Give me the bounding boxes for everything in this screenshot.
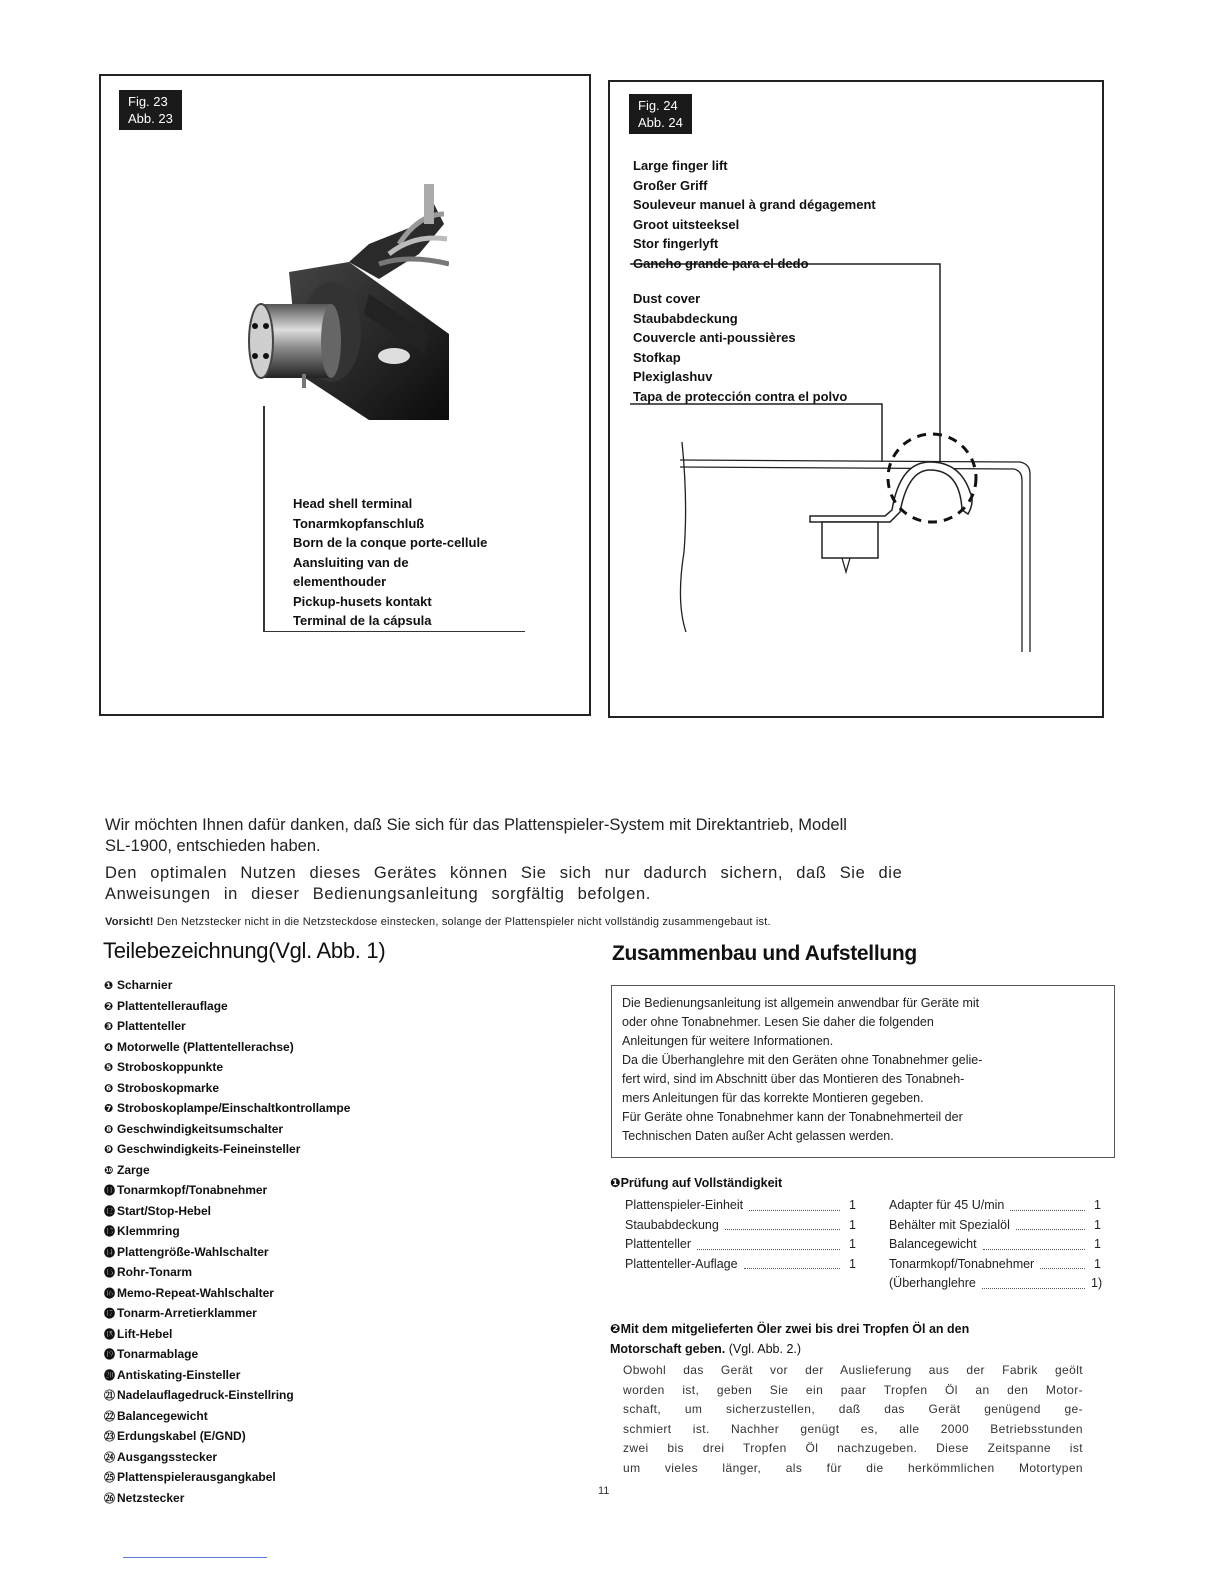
caption-line: Groot uitsteeksel xyxy=(633,216,740,232)
parts-list-item xyxy=(104,1017,350,1038)
oil-instruction-text xyxy=(623,1361,1083,1478)
oil-text-line: schaft, um sicherzustellen, daß das Gerät genügend ge- xyxy=(623,1402,1083,1416)
part-number: ❻ xyxy=(104,1082,114,1095)
part-number: ㉕ xyxy=(104,1472,115,1484)
checklist-item-quantity: 1 xyxy=(1094,1256,1101,1271)
checklist-item-quantity: 1 xyxy=(849,1237,856,1251)
checklist-item xyxy=(889,1196,1101,1216)
note-line: mers Anleitungen für das korrekte Montieren gegeben. xyxy=(622,1091,924,1105)
part-label: Nadelauflagedruck-Einstellring xyxy=(117,1388,294,1402)
dot-leader xyxy=(1040,1255,1085,1270)
figure-24 xyxy=(608,80,1104,718)
parts-list-item xyxy=(104,997,350,1018)
part-label: Tonarm-Arretierklammer xyxy=(117,1306,257,1320)
dot-leader xyxy=(1010,1196,1085,1211)
checklist-item-name: Plattenteller xyxy=(625,1237,692,1251)
footer-rule xyxy=(123,1557,267,1558)
part-label: Tonarmablage xyxy=(117,1347,199,1361)
part-label: Erdungskabel (E/GND) xyxy=(117,1429,246,1443)
caution-text: Den Netzstecker nicht in die Netzsteckdose einstecken, solange der Plattenspieler nicht vollständig zusammengebaut ist. xyxy=(153,916,771,928)
part-label: Plattengröße-Wahlschalter xyxy=(117,1244,269,1259)
caption-line: Dust cover xyxy=(633,291,701,306)
caution-note xyxy=(105,916,1065,928)
checklist-item-name: Tonarmkopf/Tonabnehmer xyxy=(889,1256,1035,1271)
finger-lift-caption xyxy=(633,156,876,273)
part-number: ❼ xyxy=(104,1103,114,1115)
part-label: Start/Stop-Hebel xyxy=(117,1203,212,1218)
checklist-left xyxy=(625,1196,856,1274)
caption-line: Head shell terminal xyxy=(293,496,413,511)
checklist-item xyxy=(889,1274,1101,1294)
leader-line xyxy=(263,406,265,632)
parts-list-item xyxy=(104,1161,350,1182)
checklist-item-quantity: 1 xyxy=(849,1198,856,1212)
parts-heading: Teilebezeichnung(Vgl. Abb. 1) xyxy=(103,938,386,963)
figure-24-tag-en: Fig. 24 xyxy=(638,98,678,113)
caption-line: Large finger lift xyxy=(633,158,728,173)
part-label: Antiskating-Einsteller xyxy=(117,1367,241,1382)
note-line: fert wird, sind im Abschnitt über das Montieren des Tonabneh- xyxy=(622,1072,965,1086)
checklist-item-name: Behälter mit Spezialöl xyxy=(889,1217,1010,1232)
checklist-right xyxy=(889,1196,1101,1294)
caption-line: Tonarmkopfanschluß xyxy=(293,515,425,531)
part-number: ⓭ xyxy=(104,1226,115,1238)
parts-list-item xyxy=(104,1468,350,1489)
part-number: ❾ xyxy=(104,1144,114,1156)
oil-text-line: worden ist, geben Sie ein paar Tropfen Öl an den Motor- xyxy=(623,1382,1083,1397)
caption-line: Pickup-husets kontakt xyxy=(293,593,432,609)
part-label: Netzstecker xyxy=(117,1490,185,1505)
part-number: ❷ xyxy=(104,1000,114,1013)
parts-list-item xyxy=(104,1058,350,1079)
figure-23-tag xyxy=(119,90,182,130)
oil-instruction-heading xyxy=(610,1320,969,1359)
oil-text-line: um vieles länger, als für die herkömmlichen Motortypen xyxy=(623,1460,1083,1475)
completeness-check-heading: ❶Prüfung auf Vollständigkeit xyxy=(610,1176,783,1190)
caption-line: Staubabdeckung xyxy=(633,310,738,326)
parts-list-item xyxy=(104,1243,350,1264)
page-number: 11 xyxy=(598,1485,610,1497)
parts-list-item xyxy=(104,1181,350,1202)
parts-list-item xyxy=(104,1345,350,1366)
checklist-item-name: Plattenspieler-Einheit xyxy=(625,1198,744,1212)
oil-text-line: schmiert ist. Nachher genügt es, alle 2000 Betriebsstunden xyxy=(623,1421,1083,1436)
checklist-item-quantity: 1) xyxy=(1091,1276,1103,1290)
part-label: Klemmring xyxy=(117,1224,180,1238)
figure-23-tag-de: Abb. 23 xyxy=(128,111,173,126)
dot-leader xyxy=(1016,1216,1085,1231)
part-number: ㉒ xyxy=(104,1410,115,1423)
part-label: Plattentellerauflage xyxy=(117,998,228,1013)
caption-line: Couvercle anti-poussières xyxy=(633,330,796,345)
note-line: oder ohne Tonabnehmer. Lesen Sie daher die folgenden xyxy=(622,1015,934,1029)
part-number: ❿ xyxy=(104,1164,114,1177)
oil-text-line: Obwohl das Gerät vor der Auslieferung aus der Fabrik geölt xyxy=(623,1363,1083,1377)
part-label: Plattenspielerausgangkabel xyxy=(117,1470,276,1484)
dot-leader xyxy=(749,1196,840,1211)
intro-line: Anweisungen in dieser Bedienungsanleitung sorgfältig befolgen. xyxy=(105,885,651,903)
checklist-item xyxy=(625,1235,856,1255)
figure-23 xyxy=(99,74,591,716)
parts-list-item xyxy=(104,1489,350,1510)
oil-heading-reference: (Vgl. Abb. 2.) xyxy=(725,1341,802,1356)
parts-list-item xyxy=(104,1140,350,1161)
parts-list-item xyxy=(104,1202,350,1223)
part-label: Balancegewicht xyxy=(117,1408,208,1423)
dot-leader xyxy=(697,1235,840,1250)
dot-leader xyxy=(983,1235,1085,1250)
applicability-note-box xyxy=(611,985,1115,1158)
part-number: ⓮ xyxy=(104,1246,115,1259)
caption-line: elementhouder xyxy=(293,574,387,589)
checklist-item xyxy=(625,1196,856,1216)
part-number: ❽ xyxy=(104,1123,114,1136)
part-label: Lift-Hebel xyxy=(117,1326,173,1341)
figure-23-tag-en: Fig. 23 xyxy=(128,94,168,109)
checklist-item-name: Staubabdeckung xyxy=(625,1217,719,1232)
part-label: Geschwindigkeitsumschalter xyxy=(117,1121,284,1136)
oil-text-line: zwei bis drei Tropfen Öl nachzugeben. Diese Zeitspanne ist xyxy=(623,1441,1083,1455)
part-label: Stroboskopmarke xyxy=(117,1080,220,1095)
parts-list-item xyxy=(104,1263,350,1284)
parts-list-item xyxy=(104,1304,350,1325)
part-number: ㉓ xyxy=(104,1431,115,1443)
checklist-item-name: Balancegewicht xyxy=(889,1237,977,1251)
head-shell-terminal-caption xyxy=(293,494,487,631)
part-number: ⓲ xyxy=(104,1328,115,1341)
parts-list-item xyxy=(104,1222,350,1243)
checklist-item-name: (Überhanglehre xyxy=(889,1276,976,1290)
dot-leader xyxy=(744,1255,840,1270)
checklist-item xyxy=(625,1255,856,1275)
caption-line: Großer Griff xyxy=(633,177,708,193)
part-label: Stroboskoppunkte xyxy=(117,1060,224,1074)
parts-list-item xyxy=(104,1366,350,1387)
caption-line: Aansluiting van de xyxy=(293,554,409,570)
parts-list-item xyxy=(104,1079,350,1100)
part-number: ㉔ xyxy=(104,1451,115,1464)
intro-paragraph-2 xyxy=(105,863,965,905)
checklist-item-name: Adapter für 45 U/min xyxy=(889,1198,1005,1212)
part-number: ⓰ xyxy=(104,1287,115,1300)
caution-label: Vorsicht! xyxy=(105,916,154,928)
caption-line: Stor fingerlyft xyxy=(633,236,719,251)
note-line: Für Geräte ohne Tonabnehmer kann der Tonabnehmerteil der xyxy=(622,1110,963,1124)
caption-line: Terminal de la cápsula xyxy=(293,613,432,628)
checklist-item-quantity: 1 xyxy=(1094,1217,1101,1232)
dust-cover-caption xyxy=(633,289,847,406)
parts-list-item xyxy=(104,1099,350,1120)
intro-line: SL-1900, entschieden haben. xyxy=(105,837,321,855)
part-label: Geschwindigkeits-Feineinsteller xyxy=(117,1142,301,1156)
figure-24-tag-de: Abb. 24 xyxy=(638,115,683,130)
caption-line: Plexiglashuv xyxy=(633,369,713,384)
part-number: ㉖ xyxy=(104,1492,115,1505)
checklist-item-quantity: 1 xyxy=(1094,1237,1101,1251)
checklist-item-quantity: 1 xyxy=(1094,1198,1101,1212)
note-line: Die Bedienungsanleitung ist allgemein anwendbar für Geräte mit xyxy=(622,996,980,1010)
oil-heading-line: ❷Mit dem mitgelieferten Öler zwei bis drei Tropfen Öl an den xyxy=(610,1322,970,1336)
intro-paragraph-1 xyxy=(105,815,965,857)
head-shell-terminal-photo xyxy=(219,184,449,420)
checklist-item xyxy=(889,1255,1101,1275)
checklist-item xyxy=(889,1235,1101,1255)
part-label: Memo-Repeat-Wahlschalter xyxy=(117,1285,274,1300)
parts-list xyxy=(104,976,350,1509)
parts-list-item xyxy=(104,1427,350,1448)
part-number: ⓯ xyxy=(104,1267,115,1279)
parts-list-item xyxy=(104,1407,350,1428)
parts-list-item xyxy=(104,1284,350,1305)
part-label: Stroboskoplampe/Einschaltkontrollampe xyxy=(117,1101,351,1115)
part-label: Zarge xyxy=(117,1162,150,1177)
caption-line: Gancho grande para el dedo xyxy=(633,255,809,271)
part-number: ⓬ xyxy=(104,1205,115,1218)
leader-line xyxy=(263,631,525,632)
dot-leader xyxy=(982,1274,1085,1289)
part-number: ❺ xyxy=(104,1062,114,1074)
checklist-item xyxy=(625,1216,856,1236)
part-number: ❸ xyxy=(104,1021,114,1033)
note-line: Technischen Daten außer Acht gelassen werden. xyxy=(622,1129,894,1143)
note-line: Da die Überhanglehre mit den Geräten ohne Tonabnehmer gelie- xyxy=(622,1053,983,1067)
parts-list-item xyxy=(104,1120,350,1141)
parts-list-item xyxy=(104,976,350,997)
checklist-item xyxy=(889,1216,1101,1236)
part-label: Plattenteller xyxy=(117,1019,186,1033)
part-number: ❹ xyxy=(104,1041,114,1054)
parts-list-item xyxy=(104,1038,350,1059)
part-number: ㉑ xyxy=(104,1390,115,1402)
intro-line: Den optimalen Nutzen dieses Gerätes können Sie sich nur dadurch sichern, daß Sie die xyxy=(105,864,903,882)
part-number: ⓫ xyxy=(104,1185,115,1197)
part-label: Motorwelle (Plattentellerachse) xyxy=(117,1039,294,1054)
part-label: Rohr-Tonarm xyxy=(117,1265,193,1279)
caption-line: Born de la conque porte-cellule xyxy=(293,535,488,550)
parts-list-item xyxy=(104,1386,350,1407)
assembly-heading: Zusammenbau und Aufstellung xyxy=(612,942,917,965)
caption-line: Souleveur manuel à grand dégagement xyxy=(633,197,876,212)
note-line: Anleitungen für weitere Informationen. xyxy=(622,1034,834,1048)
part-number: ⓱ xyxy=(104,1308,115,1320)
part-label: Tonarmkopf/Tonabnehmer xyxy=(117,1183,268,1197)
caption-line: Tapa de protección contra el polvo xyxy=(633,388,848,404)
checklist-item-name: Plattenteller-Auflage xyxy=(625,1256,738,1271)
part-number: ❶ xyxy=(104,980,114,992)
intro-text xyxy=(105,815,965,911)
figure-24-tag xyxy=(629,94,692,134)
parts-list-item xyxy=(104,1325,350,1346)
checklist-item-quantity: 1 xyxy=(849,1256,856,1271)
intro-line: Wir möchten Ihnen dafür danken, daß Sie sich für das Plattenspieler-System mit Direktantrieb, Modell xyxy=(105,816,847,834)
part-number: ⓳ xyxy=(104,1349,115,1361)
checklist-item-quantity: 1 xyxy=(849,1217,856,1232)
caption-line: Stofkap xyxy=(633,349,681,365)
part-number: ⓴ xyxy=(104,1369,115,1382)
parts-list-item xyxy=(104,1448,350,1469)
part-label: Scharnier xyxy=(117,978,173,992)
oil-heading-line: Motorschaft geben. xyxy=(610,1341,726,1356)
part-label: Ausgangsstecker xyxy=(117,1449,218,1464)
dot-leader xyxy=(725,1216,840,1231)
